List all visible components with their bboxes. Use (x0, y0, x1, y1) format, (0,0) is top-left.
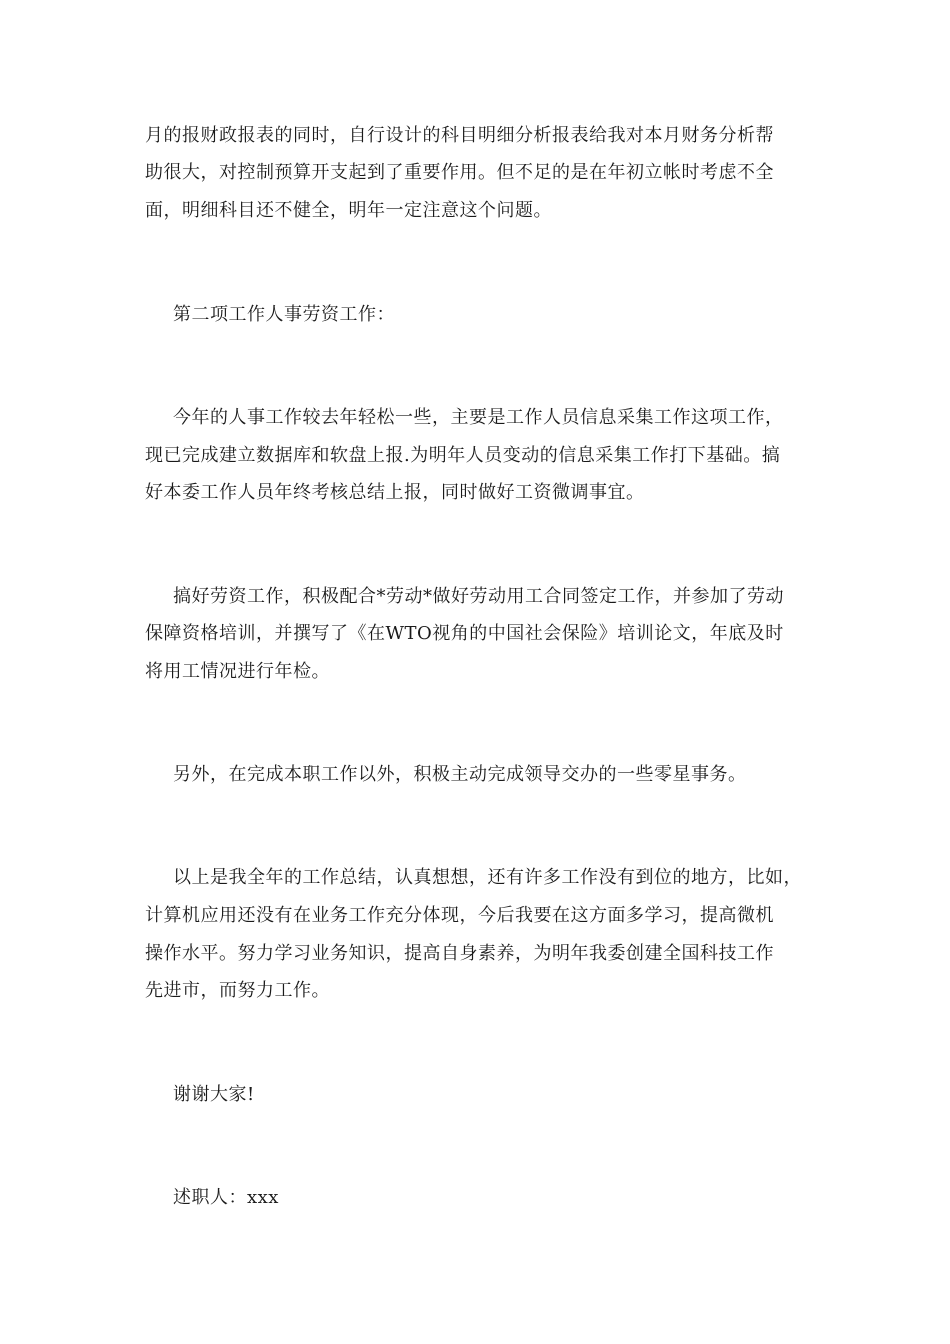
paragraph-line: 操作水平。努力学习业务知识，提高自身素养，为明年我委创建全国科技工作 (145, 943, 774, 964)
signature-line: 述职人：xxx (173, 1187, 279, 1208)
paragraph-line: 保障资格培训，并撰写了《在WTO视角的中国社会保险》培训论文，年底及时 (145, 623, 784, 644)
paragraph-line: 月的报财政报表的同时，自行设计的科目明细分析报表给我对本月财务分析帮 (145, 125, 774, 146)
paragraph-line: 今年的人事工作较去年轻松一些，主要是工作人员信息采集工作这项工作， (173, 407, 784, 428)
paragraph-line: 将用工情况进行年检。 (145, 661, 330, 682)
paragraph-line: 好本委工作人员年终考核总结上报，同时做好工资微调事宜。 (145, 482, 645, 503)
section-heading: 第二项工作人事劳资工作： (173, 304, 395, 325)
closing-thanks: 谢谢大家! (173, 1084, 255, 1105)
paragraph-line: 先进市，而努力工作。 (145, 980, 330, 1001)
paragraph-line: 计算机应用还没有在业务工作充分体现，今后我要在这方面多学习，提高微机 (145, 905, 774, 926)
paragraph-line: 以上是我全年的工作总结，认真想想，还有许多工作没有到位的地方，比如， (173, 867, 802, 888)
paragraph-line: 另外，在完成本职工作以外，积极主动完成领导交办的一些零星事务。 (173, 764, 747, 785)
paragraph-line: 现已完成建立数据库和软盘上报.为明年人员变动的信息采集工作打下基础。搞 (145, 445, 781, 466)
paragraph-line: 搞好劳资工作，积极配合*劳动*做好劳动用工合同签定工作，并参加了劳动 (173, 586, 784, 607)
paragraph-line: 面，明细科目还不健全，明年一定注意这个问题。 (145, 200, 552, 221)
paragraph-line: 助很大，对控制预算开支起到了重要作用。但不足的是在年初立帐时考虑不全 (145, 162, 774, 183)
